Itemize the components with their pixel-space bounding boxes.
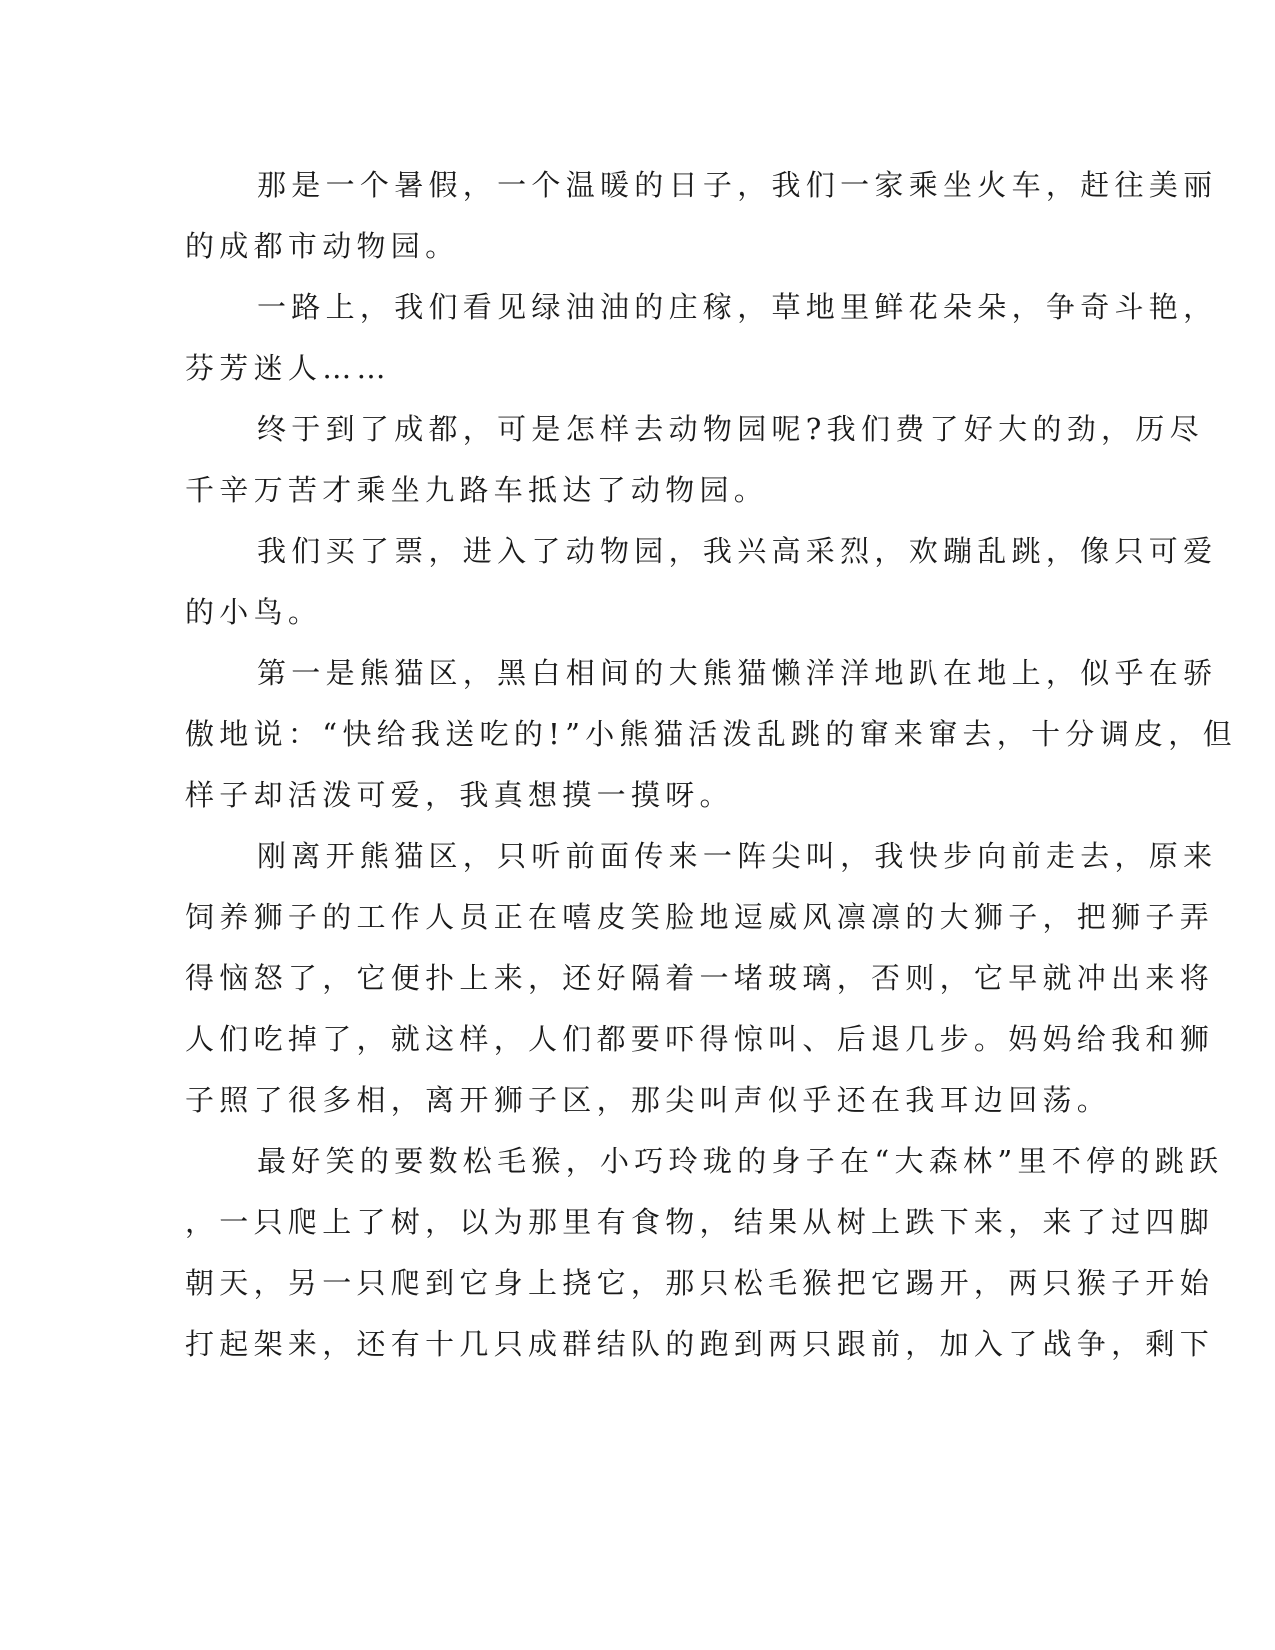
text-line: 样子却活泼可爱，我真想摸一摸呀。 [185, 778, 734, 812]
text-line: 朝天，另一只爬到它身上挠它，那只松毛猴把它踢开，两只猴子开始 [185, 1266, 1215, 1300]
text-line: 傲地说：“快给我送吃的!”小熊猫活泼乱跳的窜来窜去，十分调皮，但 [185, 717, 1237, 751]
text-line: 的小鸟。 [185, 595, 323, 629]
text-line: ，一只爬上了树，以为那里有食物，结果从树上跌下来，来了过四脚 [185, 1205, 1215, 1239]
text-line: 最好笑的要数松毛猴，小巧玲珑的身子在“大森林”里不停的跳跃 [257, 1144, 1224, 1178]
text-line: 第一是熊猫区，黑白相间的大熊猫懒洋洋地趴在地上，似乎在骄 [257, 656, 1218, 690]
text-line: 人们吃掉了，就这样，人们都要吓得惊叫、后退几步。妈妈给我和狮 [185, 1022, 1215, 1056]
text-line: 终于到了成都，可是怎样去动物园呢?我们费了好大的劲，历尽 [257, 412, 1204, 446]
text-line: 一路上，我们看见绿油油的庄稼，草地里鲜花朵朵，争奇斗艳， [257, 290, 1218, 324]
text-line: 刚离开熊猫区，只听前面传来一阵尖叫，我快步向前走去，原来 [257, 839, 1218, 873]
text-line: 那是一个暑假，一个温暖的日子，我们一家乘坐火车，赶往美丽 [257, 168, 1218, 202]
text-line: 我们买了票，进入了动物园，我兴高采烈，欢蹦乱跳，像只可爱 [257, 534, 1218, 568]
text-line: 的成都市动物园。 [185, 229, 460, 263]
text-line: 芬芳迷人…… [185, 351, 391, 385]
essay-body [185, 155, 1237, 1375]
text-line: 饲养狮子的工作人员正在嘻皮笑脸地逗威风凛凛的大狮子，把狮子弄 [185, 900, 1215, 934]
text-line: 千辛万苦才乘坐九路车抵达了动物园。 [185, 473, 769, 507]
text-line: 打起架来，还有十几只成群结队的跑到两只跟前，加入了战争，剩下 [185, 1327, 1215, 1361]
text-line: 子照了很多相，离开狮子区，那尖叫声似乎还在我耳边回荡。 [185, 1083, 1112, 1117]
text-line: 得恼怒了，它便扑上来，还好隔着一堵玻璃，否则，它早就冲出来将 [185, 961, 1215, 995]
